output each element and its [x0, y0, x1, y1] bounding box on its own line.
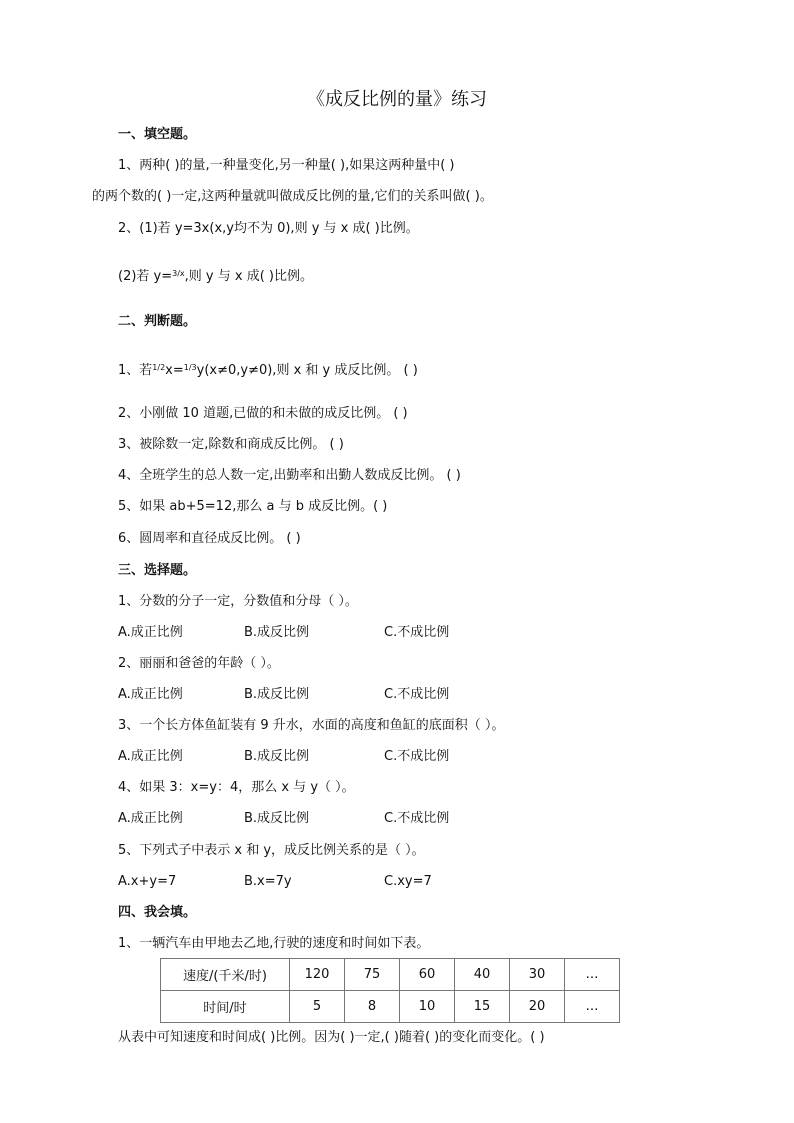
table-cell: 30 [510, 959, 565, 991]
choice-q5-option-b: B.x=7y [244, 874, 292, 889]
choice-q4-option-a: A.成正比例 [118, 811, 183, 826]
table-cell: 40 [455, 959, 510, 991]
table-header-time: 时间/时 [161, 991, 290, 1023]
table-row-time [161, 991, 620, 1023]
judge-question-4: 4、全班学生的总人数一定,出勤率和出勤人数成反比例。 ( ) [118, 468, 461, 483]
judge-q1-pre: 1、若 [118, 363, 153, 378]
choice-q1-option-a: A.成正比例 [118, 625, 183, 640]
judge-question-3: 3、被除数一定,除数和商成反比例。 ( ) [118, 437, 344, 452]
judge-q1-mid: x= [165, 363, 184, 378]
fill-question-2-line-1: 2、(1)若 y=3x(x,y均不为 0),则 y 与 x 成( )比例。 [118, 221, 419, 236]
section-heading-judge: 二、判断题。 [118, 314, 197, 329]
choice-q4-option-b: B.成反比例 [244, 811, 310, 826]
fill-question-1-line-1: 1、两种( )的量,一种量变化,另一种量( ),如果这两种量中( ) [118, 158, 455, 173]
section-heading-fill: 一、填空题。 [118, 127, 197, 142]
page-title: 《成反比例的量》练习 [307, 89, 487, 110]
choice-question-3: 3、一个长方体鱼缸装有 9 升水，水面的高度和鱼缸的底面积（ ）。 [118, 718, 505, 733]
table-cell: 60 [400, 959, 455, 991]
fraction-one-half: 1/2 [152, 363, 166, 372]
choice-q2-option-a: A.成正比例 [118, 687, 183, 702]
section-heading-fill-2: 四、我会填。 [118, 905, 197, 920]
fill-question-1-line-2: 的两个数的( )一定,这两种量就叫做成反比例的量,它们的关系叫做( )。 [92, 189, 493, 204]
fill-question-2-line-2 [118, 266, 313, 285]
choice-question-5: 5、下列式子中表示 x 和 y，成反比例关系的是（ ）。 [118, 843, 425, 858]
table-cell: 120 [290, 959, 345, 991]
table-cell: 20 [510, 991, 565, 1023]
fill2-conclusion: 从表中可知速度和时间成( )比例。因为( )一定,( )随着( )的变化而变化。( ) [118, 1030, 545, 1045]
fill-question-2-line-2-pre: (2)若 y= [118, 269, 173, 284]
choice-q1-option-c: C.不成比例 [384, 625, 450, 640]
judge-question-6: 6、圆周率和直径成反比例。 ( ) [118, 531, 301, 546]
fraction-3-over-x: 3/x [172, 269, 185, 278]
fill2-question-1: 1、一辆汽车由甲地去乙地,行驶的速度和时间如下表。 [118, 936, 430, 951]
choice-q2-option-c: C.不成比例 [384, 687, 450, 702]
choice-q5-option-a: A.x+y=7 [118, 874, 177, 889]
judge-question-2: 2、小刚做 10 道题,已做的和未做的成反比例。 ( ) [118, 406, 408, 421]
judge-question-1 [118, 360, 418, 379]
choice-question-1: 1、分数的分子一定，分数值和分母（ ）。 [118, 594, 358, 609]
choice-q1-option-b: B.成反比例 [244, 625, 310, 640]
choice-q2-option-b: B.成反比例 [244, 687, 310, 702]
table-cell: 5 [290, 991, 345, 1023]
fill-question-2-line-2-post: ,则 y 与 x 成( )比例。 [184, 269, 313, 284]
table-cell: … [565, 959, 620, 991]
table-cell: 10 [400, 991, 455, 1023]
table-cell: 75 [345, 959, 400, 991]
table-cell: … [565, 991, 620, 1023]
choice-q3-option-b: B.成反比例 [244, 749, 310, 764]
choice-q5-option-c: C.xy=7 [384, 874, 432, 889]
choice-q3-option-c: C.不成比例 [384, 749, 450, 764]
choice-q3-option-a: A.成正比例 [118, 749, 183, 764]
judge-q1-post: y(x≠0,y≠0),则 x 和 y 成反比例。 ( ) [196, 363, 418, 378]
choice-question-4: 4、如果 3：x=y：4，那么 x 与 y（ ）。 [118, 780, 355, 795]
section-heading-choice: 三、选择题。 [118, 563, 197, 578]
speed-time-table [160, 958, 620, 1023]
fraction-one-third: 1/3 [183, 363, 197, 372]
table-cell: 15 [455, 991, 510, 1023]
table-row-speed [161, 959, 620, 991]
table-cell: 8 [345, 991, 400, 1023]
choice-question-2: 2、丽丽和爸爸的年龄（ ）。 [118, 656, 280, 671]
table-header-speed: 速度/(千米/时) [161, 959, 290, 991]
choice-q4-option-c: C.不成比例 [384, 811, 450, 826]
judge-question-5: 5、如果 ab+5=12,那么 a 与 b 成反比例。( ) [118, 499, 388, 514]
